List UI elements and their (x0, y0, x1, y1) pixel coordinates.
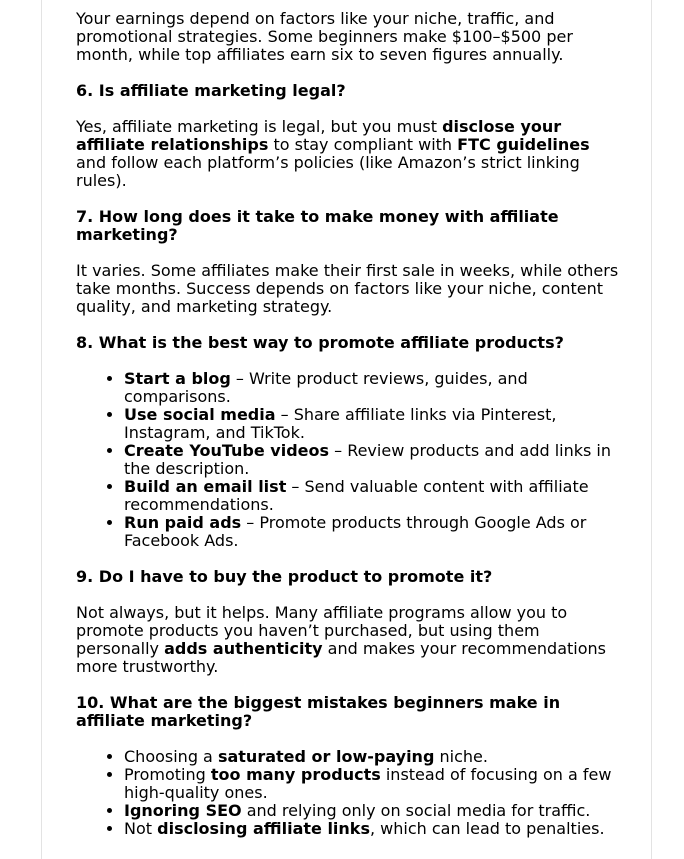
list-item: • Create YouTube videos – Review products and add links in the description. (124, 442, 621, 478)
list-item: • Use social media – Share affiliate links via Pinterest, Instagram, and TikTok. (124, 406, 621, 442)
beginner-mistakes-list (76, 748, 621, 838)
faq-answer-6: Yes, affiliate marketing is legal, but you must disclose your affiliate relationships to stay compliant with FTC guidelines and follow each platform’s policies (like Amazon’s strict linking rules). (76, 117, 590, 190)
list-item: • Start a blog – Write product reviews, guides, and comparisons. (124, 370, 621, 406)
article-page (41, 0, 652, 859)
faq-heading-8: 8. What is the best way to promote affiliate products? (76, 333, 564, 352)
list-item: • Run paid ads – Promote products through Google Ads or Facebook Ads. (124, 514, 621, 550)
promotion-methods-list (76, 370, 621, 550)
faq-heading-7: 7. How long does it take to make money with affiliate marketing? (76, 207, 559, 244)
emphasis-ftc: FTC guidelines (457, 135, 590, 154)
list-item: • Choosing a saturated or low-paying niche. (124, 748, 621, 766)
list-item: • Not disclosing affiliate links, which can lead to penalties. (124, 820, 621, 838)
emphasis-authenticity: adds authenticity (164, 639, 323, 658)
emphasis-disclose: disclose your affiliate relationships (76, 117, 562, 154)
faq-heading-9: 9. Do I have to buy the product to promote it? (76, 567, 493, 586)
article-content (76, 10, 621, 856)
faq-heading-10: 10. What are the biggest mistakes beginners make in affiliate marketing? (76, 693, 561, 730)
faq-heading-6: 6. Is affiliate marketing legal? (76, 81, 346, 100)
faq-answer-7: It varies. Some affiliates make their first sale in weeks, while others take months. Success depends on factors like your niche, content quality, and marketing strategy. (76, 261, 619, 316)
earnings-paragraph: Your earnings depend on factors like your niche, traffic, and promotional strategies. Some beginners make $100–$500 per month, while top affiliates earn six to seven figures annually. (76, 9, 573, 64)
faq-answer-9: Not always, but it helps. Many affiliate programs allow you to promote products you haven’t purchased, but using them personally adds authenticity and makes your recommendations more trustworthy. (76, 603, 606, 676)
list-item: • Promoting too many products instead of focusing on a few high-quality ones. (124, 766, 621, 802)
list-item: • Build an email list – Send valuable content with affiliate recommendations. (124, 478, 621, 514)
list-item: • Ignoring SEO and relying only on social media for traffic. (124, 802, 621, 820)
